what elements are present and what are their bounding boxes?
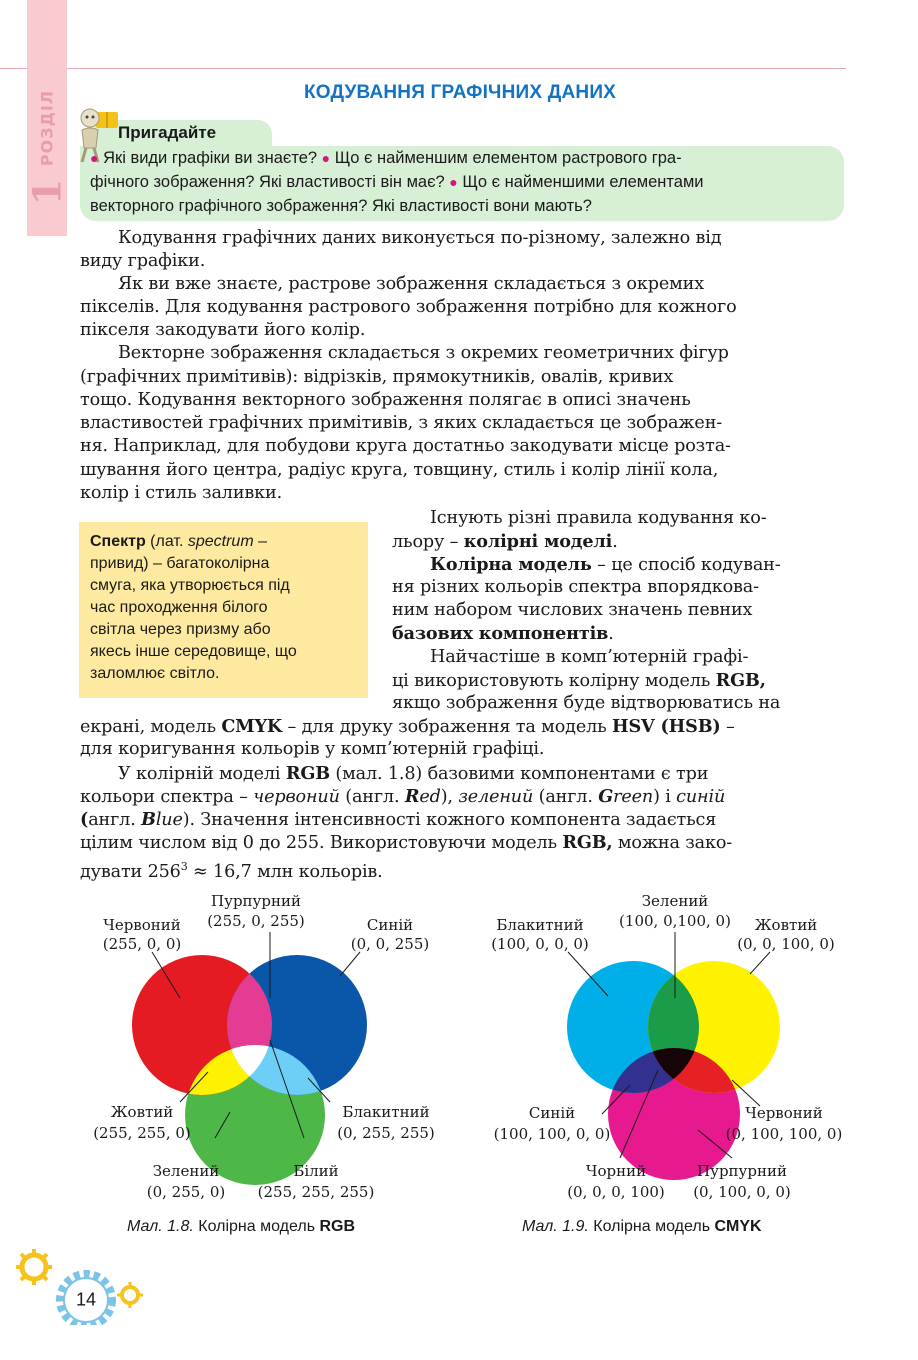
chapter-number: 1 — [24, 178, 70, 206]
rgb-color-model-diagram — [40, 880, 480, 1200]
gears-icon — [10, 1245, 150, 1325]
cmyk-black-label: Чорний — [585, 1162, 647, 1180]
body-line: цілим числом від 0 до 255. Використовуючи модель RGB, можна зако- — [80, 832, 733, 853]
recall-title: Пригадайте — [118, 123, 217, 142]
bullet-icon: ● — [321, 150, 331, 166]
cmyk-red-value: (0, 100, 100, 0) — [725, 1125, 843, 1143]
body-line: кольори спектра – червоний (англ. Red), зелений (англ. Green) і синій — [80, 786, 726, 807]
body-line: Як ви вже знаєте, растрове зображення складається з окремих — [118, 274, 704, 294]
body-line: тощо. Кодування векторного зображення полягає в описі значень — [80, 390, 691, 410]
rgb-blue-label: Синій — [366, 916, 414, 934]
recall-text — [90, 146, 840, 218]
cmyk-figure-caption: Мал. 1.9. Колірна модель CMYK — [522, 1218, 762, 1235]
recall-line: ● Які види графіки ви знаєте? ● Що є найменшим елементом растрового гра- — [90, 149, 682, 167]
rgb-red-value: (255, 0, 0) — [102, 935, 182, 953]
side-line: ним набором числових значень певних — [392, 600, 753, 620]
cmyk-magenta-label: Пурпурний — [697, 1162, 787, 1180]
body-line: ня. Наприклад, для побудови круга достатньо закодувати місце розта- — [80, 436, 731, 456]
rgb-yellow-label: Жовтий — [110, 1103, 174, 1121]
rgb-magenta-label: Пурпурний — [211, 892, 301, 910]
bullet-icon: ● — [90, 150, 99, 166]
recall-line: фічного зображення? Які властивості він має? ● Що є найменшими елементами — [90, 173, 704, 191]
body-line: (графічних примітивів): відрізків, прямокутників, овалів, кривих — [80, 367, 674, 387]
side-line: ня різних кольорів спектра впорядкова- — [392, 577, 759, 597]
cmyk-yellow-value: (0, 0, 100, 0) — [737, 935, 835, 953]
body-line: для коригування кольорів у комп’ютерній графіці. — [80, 739, 545, 759]
body-line: властивостей графічних примітивів, з яких складається це зображен- — [80, 413, 723, 433]
side-line: Колірна модель – це спосіб кодуван- — [430, 554, 781, 575]
rgb-magenta-value: (255, 0, 255) — [207, 912, 305, 930]
rgb-yellow-value: (255, 255, 0) — [93, 1124, 191, 1142]
rgb-cyan-value: (0, 255, 255) — [337, 1124, 435, 1142]
rgb-green-label: Зелений — [152, 1162, 220, 1180]
page-title: КОДУВАННЯ ГРАФІЧНИХ ДАНИХ — [303, 82, 617, 103]
body-line: екрані, модель CMYK – для друку зображення та модель HSV (HSB) – — [80, 716, 735, 737]
definition-text: Спектр (лат. spectrum – привид) – багатоколірна смуга, яка утворюється під час проходження білого світла через призму або якесь інше середовище, що заломлює світло. — [90, 533, 297, 682]
rgb-white-value: (255, 255, 255) — [257, 1183, 375, 1200]
side-line: льору – колірні моделі. — [392, 531, 618, 552]
rgb-red-label: Червоний — [103, 916, 181, 934]
cmyk-green-value: (100, 0,100, 0) — [619, 912, 731, 930]
cmyk-black-value: (0, 0, 0, 100) — [567, 1183, 665, 1200]
header-rule — [0, 68, 846, 69]
body-line: Кодування графічних даних виконується по-різному, залежно від — [118, 228, 722, 248]
side-line: якщо зображення буде відтворюватись на — [392, 693, 781, 713]
cmyk-green-label: Зелений — [641, 892, 709, 910]
body-line: колір і стиль заливки. — [80, 483, 283, 503]
body-line: Векторне зображення складається з окремих геометричних фігур — [118, 343, 729, 363]
side-line: ці використовують колірну модель RGB, — [392, 670, 766, 691]
cmyk-color-model-diagram — [470, 880, 910, 1200]
rgb-green-value: (0, 255, 0) — [146, 1183, 226, 1200]
rgb-figure-caption: Мал. 1.8. Колірна модель RGB — [127, 1218, 356, 1235]
body-line: дувати $256^3 \approx 16,7$ млн кольорів. — [80, 860, 383, 882]
side-line: Найчастіше в комп’ютерній графі- — [430, 647, 749, 667]
definition-term: Спектр — [90, 533, 146, 550]
page-number: 14 — [75, 1289, 97, 1310]
rgb-cyan-label: Блакитний — [342, 1103, 430, 1121]
cmyk-yellow-label: Жовтий — [754, 916, 818, 934]
cmyk-magenta-value: (0, 100, 0, 0) — [693, 1183, 791, 1200]
cmyk-cyan-label: Блакитний — [496, 916, 584, 934]
recall-line: векторного графічного зображення? Які властивості вони мають? — [90, 197, 592, 215]
body-line: виду графіки. — [80, 251, 206, 271]
body-line: У колірній моделі RGB (мал. 1.8) базовими компонентами є три — [118, 763, 709, 784]
cmyk-red-label: Червоний — [745, 1104, 823, 1122]
body-line: (англ. Blue). Значення інтенсивності кожного компонента задається — [80, 809, 717, 830]
body-line: пікселя закодувати його колір. — [80, 320, 366, 340]
chapter-label: РОЗДІЛ — [37, 89, 57, 167]
rgb-white-label: Білий — [293, 1162, 339, 1180]
cmyk-cyan-value: (100, 0, 0, 0) — [491, 935, 589, 953]
bullet-icon: ● — [449, 174, 458, 190]
rgb-blue-value: (0, 0, 255) — [350, 935, 430, 953]
side-line: базових компонентів. — [392, 623, 614, 644]
cmyk-blue-value: (100, 100, 0, 0) — [493, 1125, 611, 1143]
body-line: пікселів. Для кодування растрового зображення потрібно для кожного — [80, 297, 737, 317]
body-line: шування його центра, радіус круга, товщину, стиль і колір лінії кола, — [80, 460, 719, 480]
side-line: Існують різні правила кодування ко- — [430, 508, 767, 528]
cmyk-blue-label: Синій — [528, 1104, 576, 1122]
